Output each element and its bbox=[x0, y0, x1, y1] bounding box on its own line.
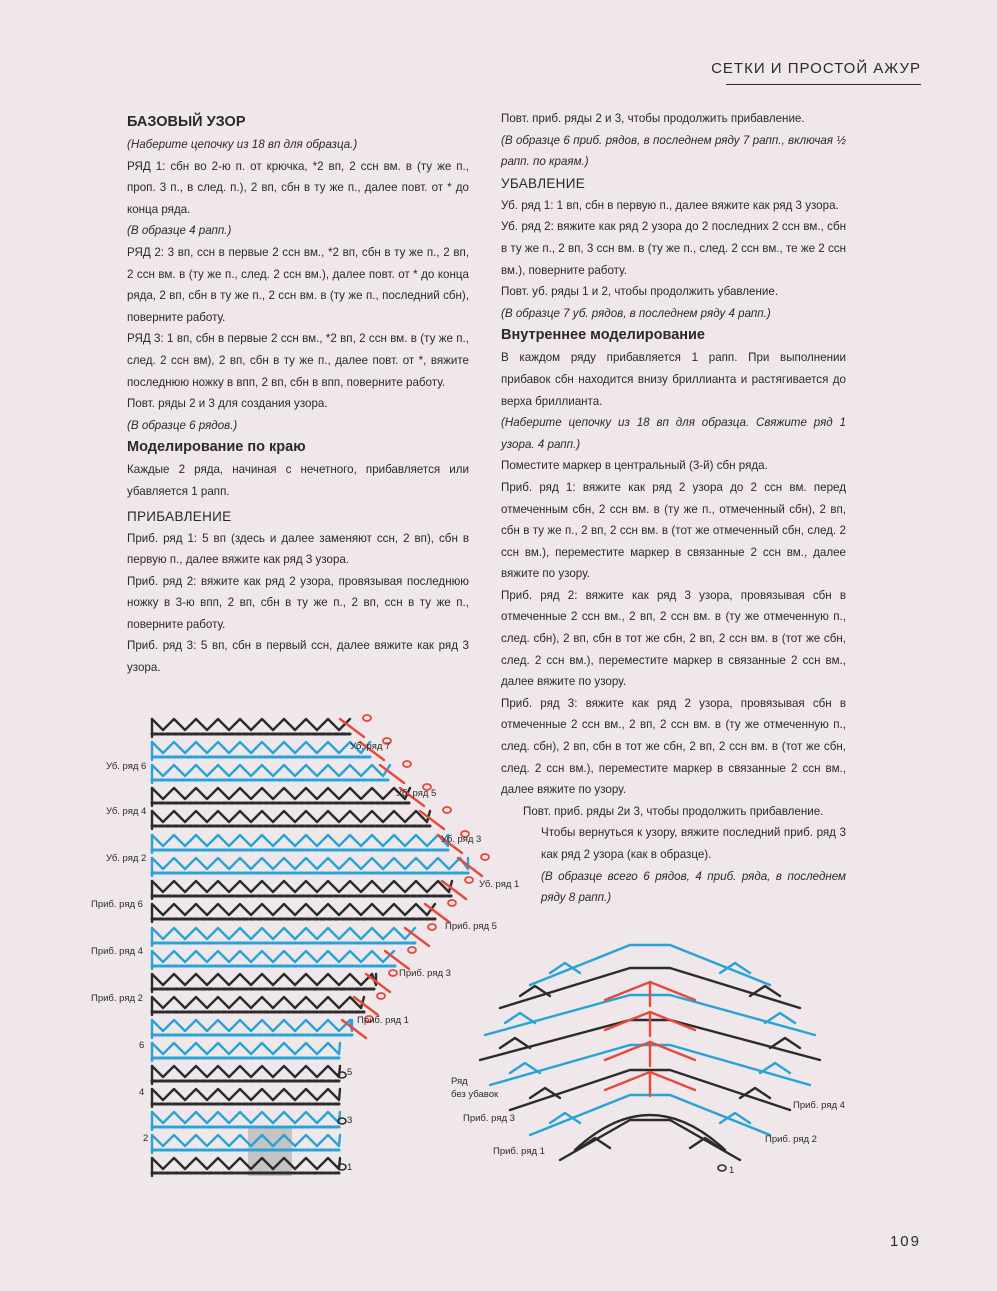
shaping-stitch bbox=[458, 858, 482, 876]
page-number: 109 bbox=[889, 1233, 921, 1250]
note: (Наберите цепочку из 18 вп для образца.) bbox=[127, 138, 358, 151]
shaping-stitch bbox=[405, 928, 429, 946]
chain-stitch bbox=[338, 1118, 346, 1124]
arch-row bbox=[560, 1120, 740, 1160]
note: (Наберите цепочку из 18 вп для образца. Свяжите ряд 1 узора. 4 рапп.) bbox=[501, 416, 846, 451]
chain-stitch bbox=[338, 1072, 346, 1078]
arch-zigzag bbox=[550, 963, 580, 973]
pattern-row bbox=[152, 1158, 340, 1169]
note: (В образце 6 рядов.) bbox=[127, 418, 238, 432]
shaping-stitch bbox=[385, 951, 409, 969]
arch-zigzag bbox=[720, 963, 750, 973]
arch-zigzag bbox=[760, 1063, 790, 1073]
chain-stitch bbox=[481, 854, 489, 860]
shaping-stitch bbox=[342, 1020, 366, 1038]
chain-stitch bbox=[363, 715, 371, 721]
chain-stitch bbox=[423, 784, 431, 790]
arch-row bbox=[480, 1020, 820, 1060]
left-column bbox=[127, 110, 469, 679]
label-dec-row-5: Уб. ряд 5 bbox=[396, 788, 437, 799]
shaping-stitch bbox=[425, 904, 449, 922]
pattern-row bbox=[152, 858, 468, 869]
label-row-1: 1 bbox=[347, 1162, 353, 1173]
arch-zigzag bbox=[770, 1038, 800, 1048]
chain-stitch bbox=[428, 924, 436, 930]
label-inc-row-3: Приб. ряд 3 bbox=[399, 968, 451, 979]
label-dec-row-1: Уб. ряд 1 bbox=[479, 879, 520, 890]
label-row-5: 5 bbox=[347, 1067, 353, 1078]
shaping-stitch bbox=[354, 997, 378, 1015]
arch-zigzag bbox=[765, 1013, 795, 1023]
paragraph: Приб. ряд 2: вяжите как ряд 2 узора, провязывая последнюю ножку в 3-ю впп, 2 вп, сбн в ту же п., 2 вп, ссн в ту же п., поверните работу. bbox=[127, 574, 469, 631]
paragraph: Чтобы вернуться к узору, вяжите последний приб. ряд 3 как ряд 2 узора (как в образце). bbox=[541, 826, 846, 861]
shaded-repeat bbox=[248, 1126, 292, 1176]
pattern-row bbox=[152, 811, 430, 822]
arch-zigzag bbox=[530, 1088, 560, 1098]
arch-zigzag bbox=[580, 1138, 610, 1148]
label-dec-row-7: Уб. ряд 7 bbox=[350, 741, 391, 752]
pattern-row bbox=[152, 904, 435, 915]
shaping-stitch bbox=[420, 811, 444, 829]
heading-edge-shaping: Моделирование по краю bbox=[127, 439, 306, 456]
note: (В образце 4 рапп.) bbox=[127, 224, 232, 238]
paragraph: Повт. уб. ряды 1 и 2, чтобы продолжить убавление. bbox=[501, 285, 779, 299]
pattern-row bbox=[152, 1020, 352, 1031]
pattern-row bbox=[152, 1135, 340, 1146]
pattern-row bbox=[152, 742, 370, 753]
pattern-row bbox=[152, 951, 394, 962]
label-row-3: 3 bbox=[347, 1115, 353, 1126]
center-increase bbox=[605, 982, 695, 1000]
pattern-row bbox=[152, 974, 376, 985]
paragraph: Приб. ряд 1: вяжите как ряд 2 узора до 2 ссн вм. перед отмеченным сбн, 2 ссн вм. в (ту же п., отмеченный сбн), 2 вп, сбн в ту же п., 2 вп, 2 ссн вм. в (тот же отмеченный сбн, след. 2 ссн вм.), переместите маркер в связанные 2 ссн вм., далее вяжите по узору. bbox=[501, 480, 846, 581]
label-inc-row-4: Приб. ряд 4 bbox=[91, 946, 143, 957]
arch-zigzag bbox=[750, 986, 780, 996]
arch-zigzag bbox=[500, 1038, 530, 1048]
pattern-row bbox=[152, 881, 452, 892]
arch-row bbox=[490, 1045, 810, 1085]
shaping-stitch bbox=[366, 974, 390, 992]
base-curve bbox=[575, 1115, 725, 1150]
label-row-6: 6 bbox=[139, 1040, 145, 1051]
label-row-1-r: 1 bbox=[729, 1165, 735, 1176]
chain-stitch bbox=[377, 993, 385, 999]
label-inc-row-2: Приб. ряд 2 bbox=[91, 993, 143, 1004]
label-dec-row-4: Уб. ряд 4 bbox=[106, 806, 147, 817]
paragraph: Каждые 2 ряда, начиная с нечетного, прибавляется или убавляется 1 рапп. bbox=[127, 463, 469, 498]
paragraph: Приб. ряд 3: вяжите как ряд 2 узора, провязывая сбн в отмеченные 2 ссн вм., 2 вп, 2 ссн вм. в (ту же отмеченную п., след. сбн), 2 вп, сбн в тот же сбн, 2 вп, 2 ссн вм. в (тот же сбн, след. 2 ссн вм.), переместите маркер в связанные 2 ссн вм., далее вяжите по узору. bbox=[501, 696, 846, 797]
paragraph: Поместите маркер в центральный (3-й) сбн ряда. bbox=[501, 459, 768, 473]
note: (В образце всего 6 рядов, 4 приб. ряда, в последнем ряду 8 рапп.) bbox=[541, 869, 846, 905]
arch-zigzag bbox=[690, 1138, 720, 1148]
label-inc-row-3-r: Приб. ряд 3 bbox=[463, 1113, 515, 1124]
chain-stitch bbox=[443, 807, 451, 813]
label-inc-row-4-r: Приб. ряд 4 bbox=[793, 1100, 845, 1111]
pattern-row bbox=[152, 1043, 340, 1054]
paragraph: РЯД 3: 1 вп, сбн в первые 2 ссн вм., *2 вп, 2 ссн вм. в (ту же п., след. 2 ссн вм), 2 вп, сбн в ту же п., далее повт. от *, вяжите последнюю ножку в впп, 2 вп, сбн в впп, поверните работу. bbox=[127, 332, 469, 389]
label-row-4: 4 bbox=[139, 1087, 145, 1098]
paragraph: Повт. приб. ряды 2и 3, чтобы продолжить прибавление. bbox=[523, 804, 824, 818]
paragraph: Приб. ряд 3: 5 вп, сбн в первый ссн, далее вяжите как ряд 3 узора. bbox=[127, 639, 469, 675]
chain-stitch bbox=[389, 970, 397, 976]
arch-row bbox=[500, 968, 800, 1008]
chain-stitch bbox=[365, 1016, 373, 1022]
arch-row bbox=[530, 945, 770, 985]
label-dec-row-2: Уб. ряд 2 bbox=[106, 853, 147, 864]
arch-zigzag bbox=[505, 1013, 535, 1023]
arch-zigzag bbox=[510, 1063, 540, 1073]
note: (В образце 7 уб. рядов, в последнем ряду 4 рапп.) bbox=[501, 306, 771, 320]
label-inc-row-5: Приб. ряд 5 bbox=[445, 921, 497, 932]
paragraph: Повт. ряды 2 и 3 для создания узора. bbox=[127, 397, 328, 411]
shaping-stitch bbox=[380, 765, 404, 783]
shaping-stitch bbox=[438, 835, 462, 853]
chapter-title: СЕТКИ И ПРОСТОЙ АЖУР bbox=[711, 60, 921, 77]
pattern-row bbox=[152, 997, 364, 1008]
paragraph: Приб. ряд 1: 5 вп (здесь и далее заменяют ссн, 2 вп), сбн в первую п., далее вяжите как ряд 3 узора. bbox=[127, 531, 469, 567]
label-inc-row-1: Приб. ряд 1 bbox=[357, 1015, 409, 1026]
chain-stitch bbox=[383, 738, 391, 744]
heading-decrease: УБАВЛЕНИЕ bbox=[501, 175, 586, 191]
chain-stitch bbox=[448, 900, 456, 906]
paragraph: Уб. ряд 2: вяжите как ряд 2 узора до 2 последних 2 ссн вм., сбн в ту же п., 2 вп, 3 ссн вм. в (ту же п., след. 2 ссн вм., те же 2 ссн вм.), поверните работу. bbox=[501, 220, 846, 277]
center-increase bbox=[605, 1012, 695, 1030]
heading-internal-shaping: Внутреннее моделирование bbox=[501, 327, 705, 344]
right-column bbox=[501, 108, 846, 909]
shaping-stitch bbox=[400, 788, 424, 806]
shaping-stitch bbox=[442, 881, 466, 899]
chain-stitch bbox=[465, 877, 473, 883]
pattern-row bbox=[152, 765, 390, 776]
pattern-row bbox=[152, 835, 448, 846]
chain-stitch bbox=[461, 831, 469, 837]
label-dec-row-6: Уб. ряд 6 bbox=[106, 761, 147, 772]
arch-row bbox=[485, 995, 815, 1035]
arch-row bbox=[530, 1095, 770, 1135]
shaping-stitch bbox=[360, 742, 384, 760]
shaping-stitch bbox=[340, 719, 364, 737]
pattern-row bbox=[152, 1089, 340, 1100]
label-inc-row-2-r: Приб. ряд 2 bbox=[765, 1134, 817, 1145]
label-row-no-dec-2: без убавок bbox=[451, 1089, 499, 1100]
label-row-2: 2 bbox=[143, 1133, 149, 1144]
paragraph: РЯД 2: 3 вп, ссн в первые 2 ссн вм., *2 вп, сбн в ту же п., 2 вп, 2 ссн вм. в (ту же п., след. 2 ссн вм.), далее повт. от * до конца ряда, 2 вп, сбн в ту же п., 2 ссн вм. в (ту же п., последний сбн), поверните работу. bbox=[127, 245, 469, 324]
label-inc-row-6: Приб. ряд 6 bbox=[91, 899, 143, 910]
pattern-row bbox=[152, 788, 410, 799]
pattern-row bbox=[152, 1112, 340, 1123]
chain-stitch bbox=[408, 947, 416, 953]
arch-zigzag bbox=[520, 986, 550, 996]
center-increase bbox=[605, 1042, 695, 1060]
arch-zigzag bbox=[740, 1088, 770, 1098]
chain-stitch bbox=[338, 1164, 346, 1170]
arch-zigzag bbox=[720, 1113, 750, 1123]
pattern-row bbox=[152, 719, 350, 730]
arch-zigzag bbox=[550, 1113, 580, 1123]
label-row-no-dec-1: Ряд bbox=[451, 1076, 468, 1087]
paragraph: Уб. ряд 1: 1 вп, сбн в первую п., далее вяжите как ряд 3 узора. bbox=[501, 198, 839, 212]
pattern-row bbox=[152, 1066, 340, 1077]
chain-stitch bbox=[403, 761, 411, 767]
header-rule bbox=[726, 84, 921, 85]
heading-increase: ПРИБАВЛЕНИЕ bbox=[127, 508, 232, 524]
heading-base-pattern: БАЗОВЫЙ УЗОР bbox=[127, 114, 246, 130]
paragraph: В каждом ряду прибавляется 1 рапп. При выполнении прибавок сбн находится внизу бриллианта и растягивается до верха бриллианта. bbox=[501, 351, 846, 408]
chain-stitch bbox=[718, 1165, 726, 1171]
arch-row bbox=[510, 1070, 790, 1110]
center-increase bbox=[605, 1072, 695, 1090]
label-inc-row-1-r: Приб. ряд 1 bbox=[493, 1146, 545, 1157]
paragraph: Повт. приб. ряды 2 и 3, чтобы продолжить прибавление. bbox=[501, 112, 805, 125]
pattern-row bbox=[152, 928, 415, 939]
label-dec-row-3: Уб. ряд 3 bbox=[441, 834, 482, 845]
note: (В образце 6 приб. рядов, в последнем ряду 7 рапп., включая ½ рапп. по краям.) bbox=[501, 133, 846, 169]
paragraph: РЯД 1: сбн во 2-ю п. от крючка, *2 вп, 2 ссн вм. в (ту же п., проп. 3 п., в след. п.), 2 вп, сбн в ту же п., далее повт. от * до конца ряда. bbox=[127, 159, 469, 216]
paragraph: Приб. ряд 2: вяжите как ряд 3 узора, провязывая сбн в отмеченные 2 ссн вм., 2 вп, 2 ссн вм. в (ту же отмеченную п., след. сбн), 2 вп, сбн в тот же сбн, 2 вп, 2 ссн вм. в (тот же сбн, след. 2 ссн вм.), переместите маркер в связанные 2 ссн вм., далее вяжите по узору. bbox=[501, 588, 846, 689]
